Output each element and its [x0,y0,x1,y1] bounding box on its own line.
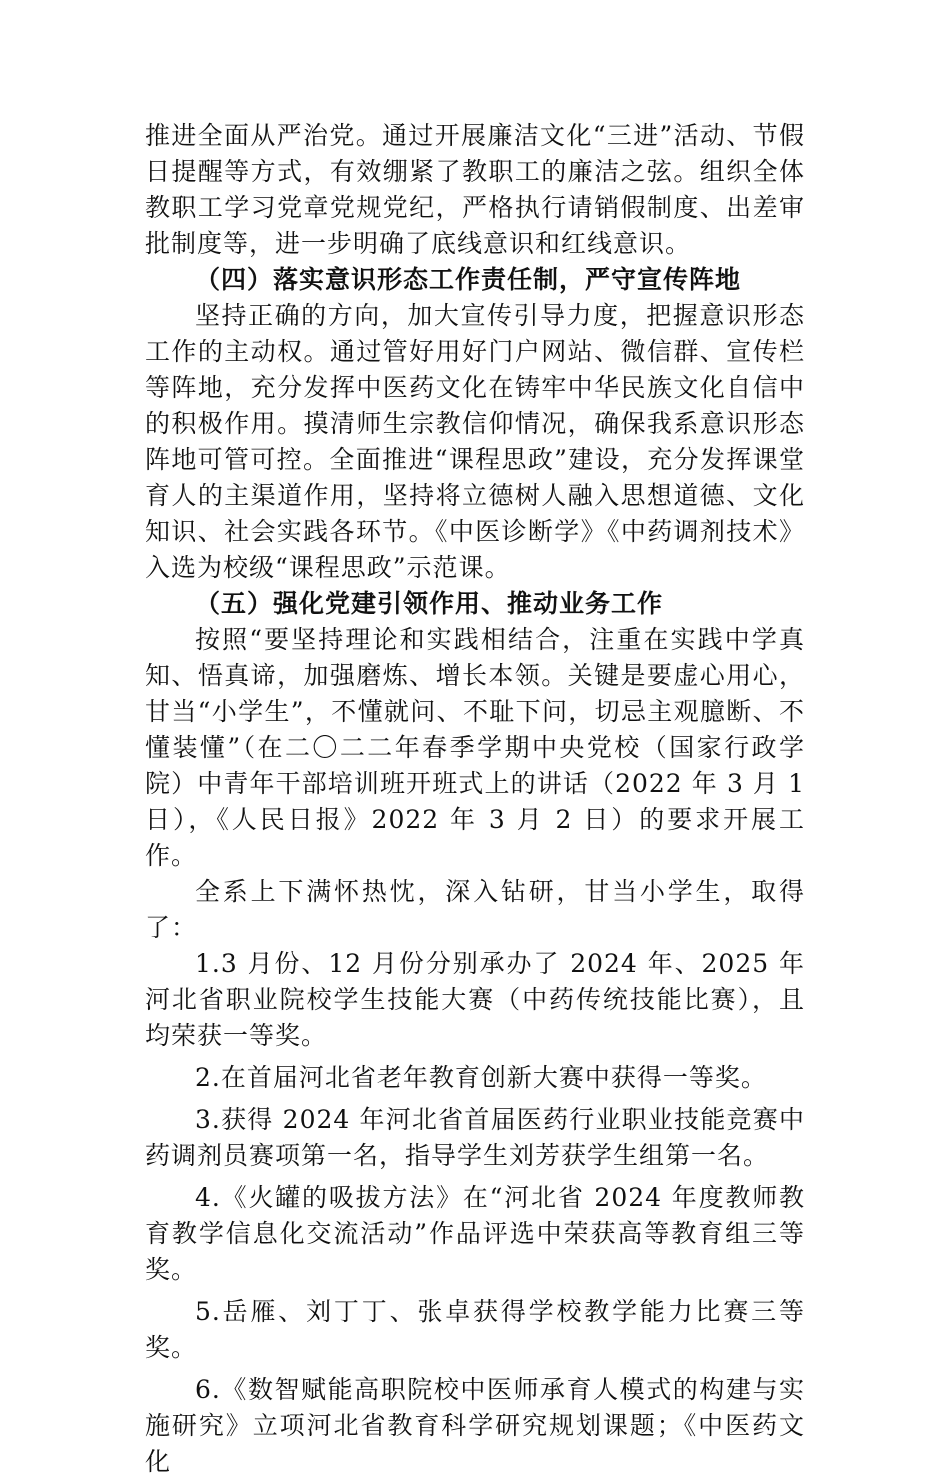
list-item-achievement-2: 2.在首届河北省老年教育创新大赛中获得一等奖。 [195,1063,767,1092]
list-item-achievement-4: 4.《火罐的吸拔方法》在“河北省 2024 年度教师教育教学信息化交流活动”作品评选中荣获高等教育组三等奖。 [145,1183,805,1284]
paragraph-quote: 按照“要坚持理论和实践相结合，注重在实践中学真知、悟真谛，加强磨炼、增长本领。关键是要虚心用心，甘当“小学生”，不懂就问、不耻下问，切忌主观臆断、不懂装懂”（在二〇二二年春季学期中央党校（国家行政学院）中青年干部培训班开班式上的讲话（2022 年 3 月 1 日），《人民日报》2022 年 3 月 2 日）的要求开展工作。 [145,625,805,870]
heading-section-five: （五）强化党建引领作用、推动业务工作 [195,589,664,618]
list-item-achievement-6: 6.《数智赋能高职院校中医师承育人模式的构建与实施研究》立项河北省教育科学研究规划课题；《中医药文化 [145,1375,805,1476]
heading-section-four: （四）落实意识形态工作责任制，严守宣传阵地 [195,265,742,294]
list-item-achievement-3: 3.获得 2024 年河北省首届医药行业职业技能竞赛中药调剂员赛项第一名，指导学生刘芳获学生组第一名。 [145,1105,805,1170]
paragraph-ideology: 坚持正确的方向，加大宣传引导力度，把握意识形态工作的主动权。通过管好用好门户网站、微信群、宣传栏等阵地，充分发挥中医药文化在铸牢中华民族文化自信中的积极作用。摸清师生宗教信仰情况，确保我系意识形态阵地可管可控。全面推进“课程思政”建设，充分发挥课堂育人的主渠道作用，坚持将立德树人融入思想道德、文化知识、社会实践各环节。《中医诊断学》《中药调剂技术》入选为校级“课程思政”示范课。 [145,301,805,582]
list-item-achievement-5: 5.岳雁、刘丁丁、张卓获得学校教学能力比赛三等奖。 [145,1297,805,1362]
paragraph-achievements-intro: 全系上下满怀热忱，深入钻研，甘当小学生，取得了： [145,877,805,942]
paragraph-discipline-intro: 推进全面从严治党。通过开展廉洁文化“三进”活动、节假日提醒等方式，有效绷紧了教职工的廉洁之弦。组织全体教职工学习党章党规党纪，严格执行请销假制度、出差审批制度等，进一步明确了底线意识和红线意识。 [145,121,805,258]
list-item-achievement-1: 1.3 月份、12 月份分别承办了 2024 年、2025 年河北省职业院校学生技能大赛（中药传统技能比赛），且均荣获一等奖。 [145,949,805,1050]
document-page [145,118,805,1480]
